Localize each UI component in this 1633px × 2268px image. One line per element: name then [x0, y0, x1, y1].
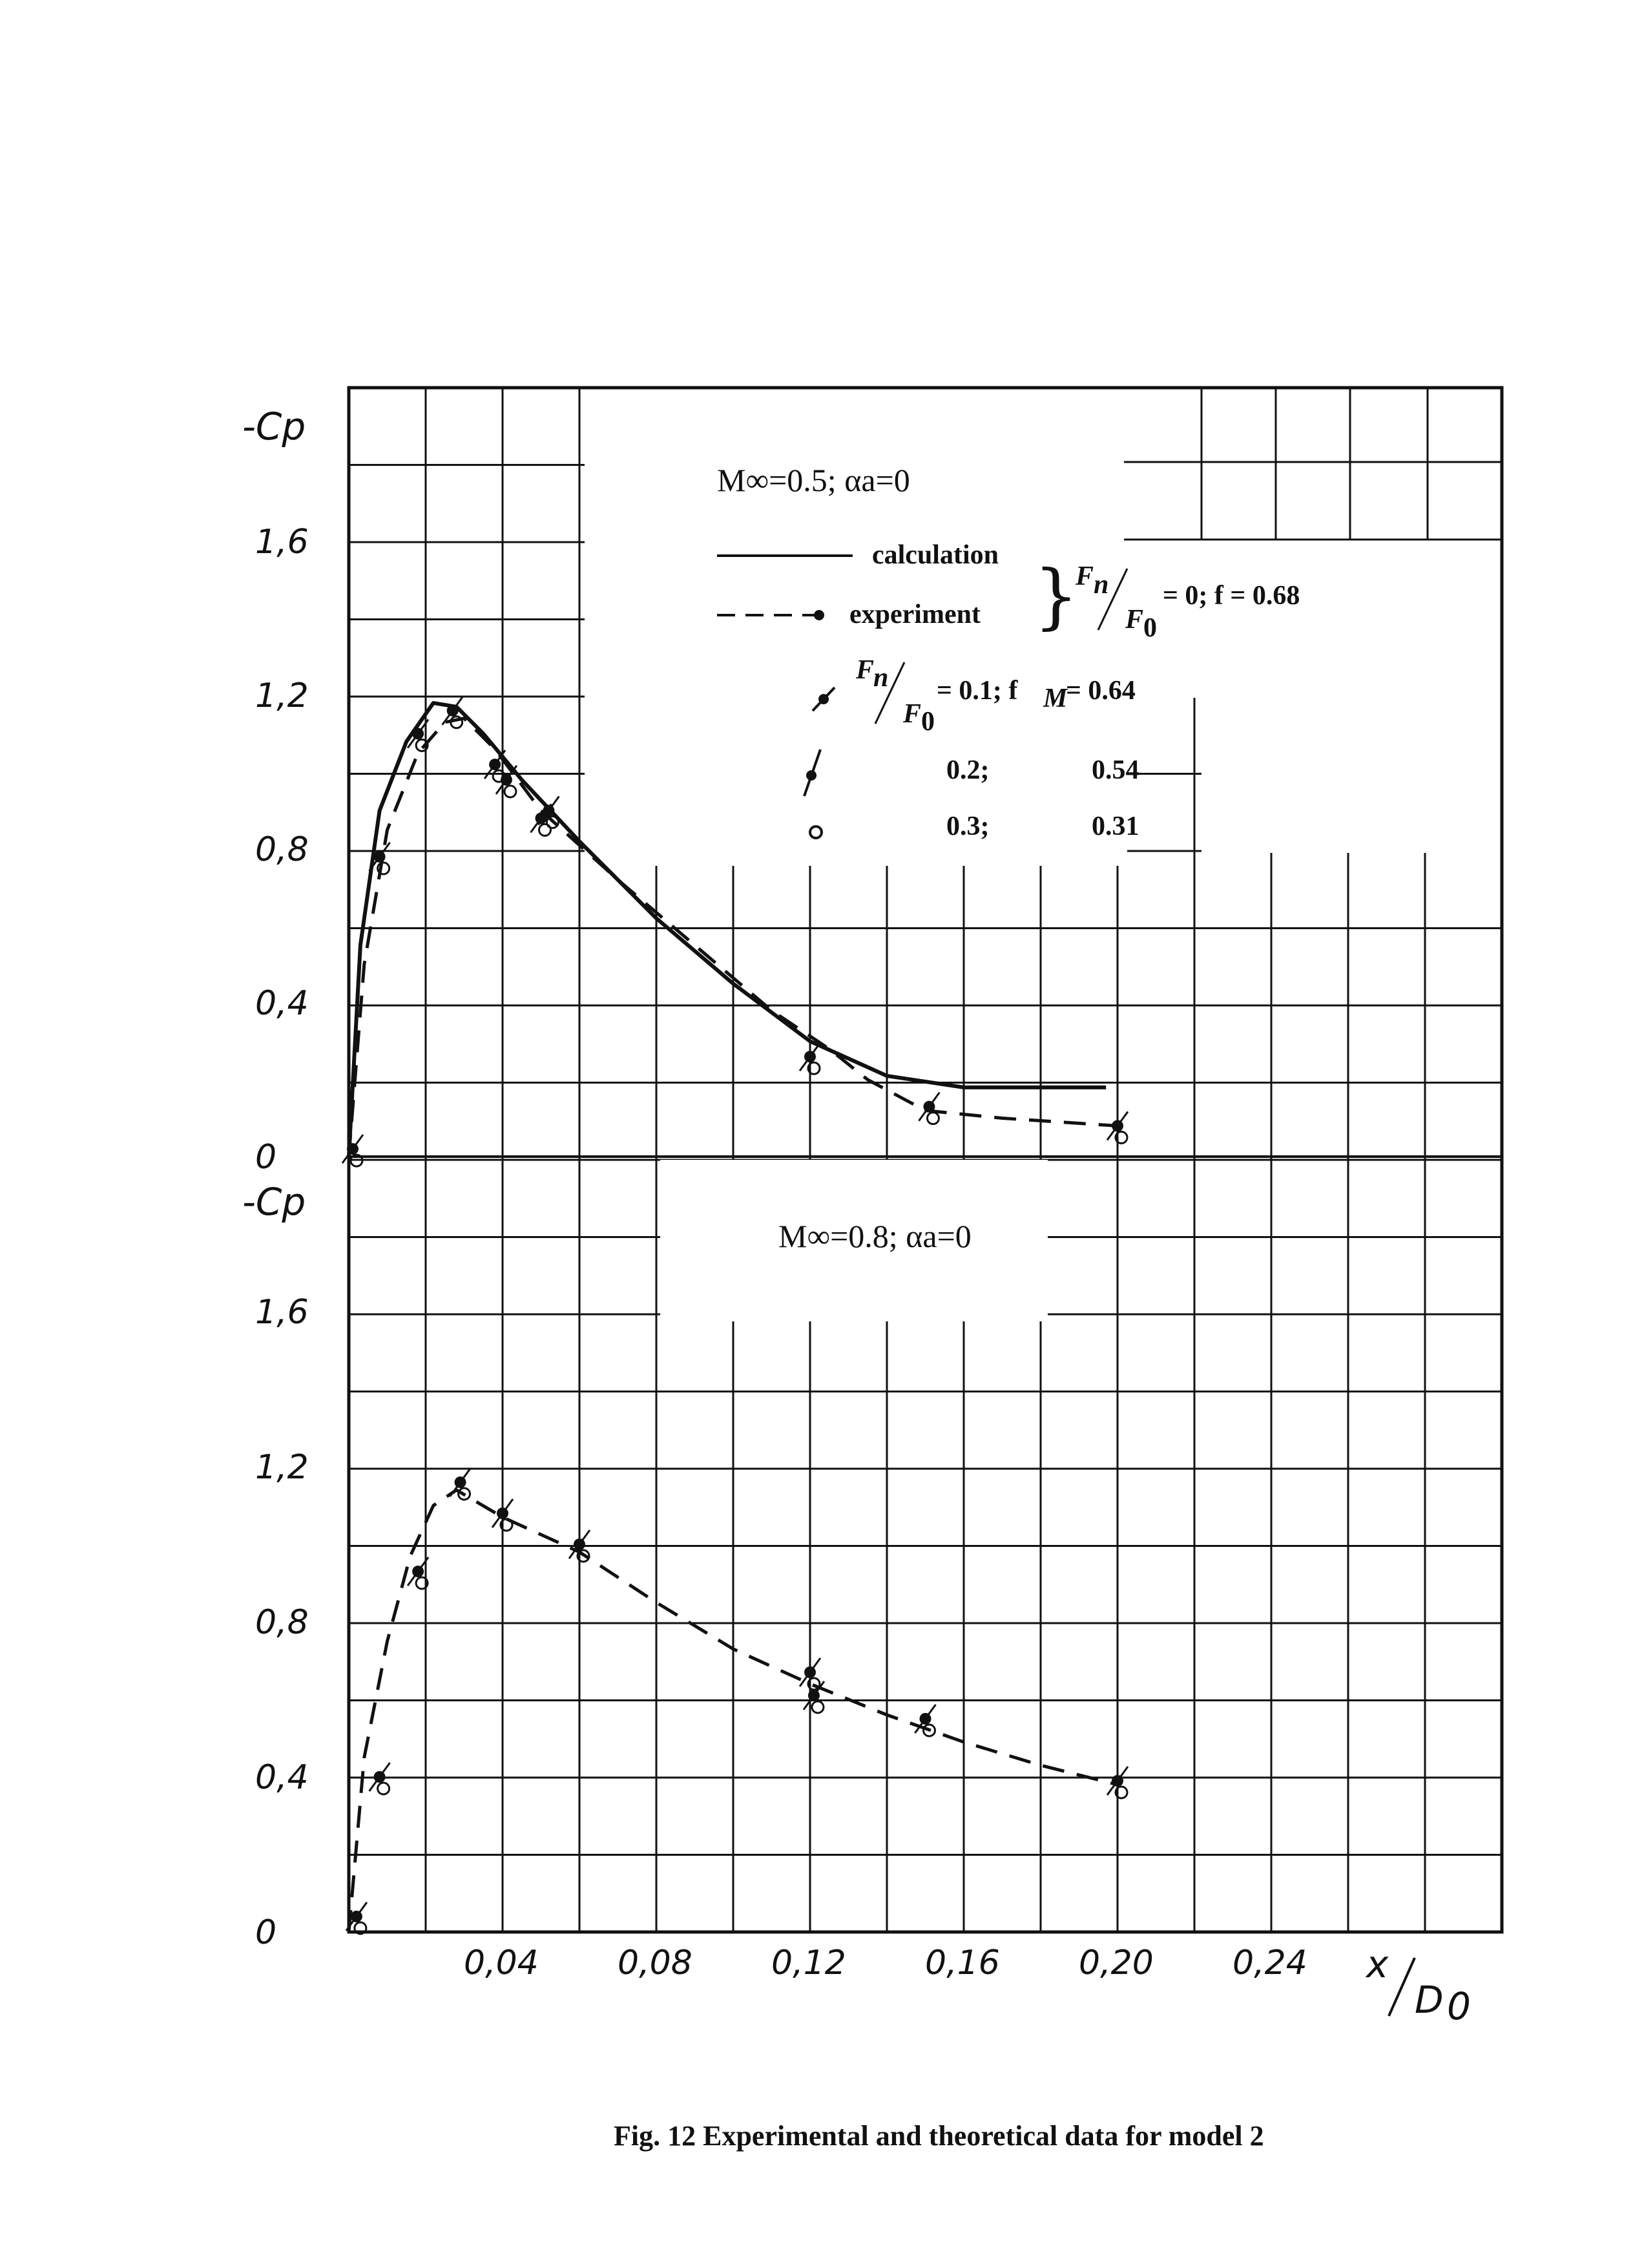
legend-row1-fn-sub: n — [873, 663, 889, 693]
legend-row2-marker — [806, 770, 816, 781]
legend-fn: F — [1076, 562, 1094, 591]
legend-calc-label: calculation — [872, 540, 999, 570]
legend-row3-ratio: 0.3; — [946, 812, 990, 841]
lower-y-tick-label: 0,8 — [255, 1603, 309, 1642]
upper-y-axis-title: -Cp — [242, 404, 306, 448]
lower-y-axis — [242, 1180, 306, 1224]
upper-panel-title: M∞=0.5; αa=0 — [717, 462, 910, 498]
upper-y-tick-label: 0 — [255, 1138, 277, 1177]
x-tick-label: 0,20 — [1079, 1944, 1154, 1982]
x-tick-label: 0,16 — [925, 1944, 1000, 1982]
legend-f0: F — [1125, 605, 1144, 635]
lower-y-tick-label: 0,4 — [255, 1758, 309, 1797]
lower-y-tick-label: 0 — [255, 1913, 277, 1952]
lower-marker-open — [812, 1701, 824, 1713]
empty-box-upper-right — [1201, 698, 1502, 853]
legend-row1-marker — [818, 694, 829, 704]
x-tick-label: 0,12 — [771, 1944, 846, 1982]
x-axis-title-d: D — [1415, 1978, 1444, 2022]
lower-panel-title: M∞=0.8; αa=0 — [778, 1218, 972, 1254]
x-tick-label: 0,24 — [1233, 1944, 1307, 1982]
lower-marker-open — [378, 1783, 390, 1794]
legend-row3-fval: 0.31 — [1092, 812, 1139, 841]
figure-caption: Fig. 12 Experimental and theoretical data for model 2 — [614, 2120, 1264, 2152]
x-axis-title-slash — [1389, 1958, 1415, 2016]
lower-y-tick-label: 1,2 — [255, 1448, 309, 1487]
upper-y-tick-label: 1,6 — [255, 523, 309, 562]
legend-box-right — [1127, 388, 1502, 698]
lower-y-axis-title: -Cp — [242, 1180, 306, 1224]
upper-marker-stroke — [919, 1093, 939, 1121]
legend-row1-fn: F — [856, 655, 875, 685]
x-tick-label: 0,08 — [618, 1944, 692, 1982]
legend-fn-sub: n — [1094, 570, 1109, 600]
legend-row1-f0-sub: 0 — [921, 707, 935, 737]
x-axis-title — [1365, 1942, 1471, 2028]
upper-y-ticks — [255, 523, 309, 1177]
legend-brace: } — [1034, 554, 1079, 637]
upper-y-tick-label: 0,8 — [255, 830, 309, 869]
legend-base-ratio: = 0; f = 0.68 — [1163, 581, 1300, 611]
legend-row1-fval: = 0.64 — [1066, 676, 1136, 706]
legend-row1-fsub: M — [1043, 684, 1068, 713]
x-tick-label: 0,04 — [464, 1944, 539, 1982]
upper-marker-open — [927, 1113, 939, 1124]
legend-exp-label: experiment — [849, 600, 981, 629]
legend-row2-fval: 0.54 — [1092, 755, 1139, 785]
legend-f0-sub: 0 — [1143, 613, 1157, 643]
legend-row1-ratio: = 0.1; f — [937, 676, 1018, 706]
upper-y-tick-label: 0,4 — [255, 984, 309, 1023]
legend-row1-f0: F — [903, 699, 922, 729]
x-axis-title-d-index: 0 — [1447, 1984, 1471, 2028]
lower-y-tick-label: 1,6 — [255, 1293, 309, 1332]
x-axis-title-x: x — [1366, 1942, 1389, 1986]
upper-marker-open — [504, 786, 516, 797]
upper-y-axis — [242, 404, 306, 448]
lower-y-ticks — [255, 1293, 309, 1952]
legend-exp-marker — [814, 610, 824, 620]
upper-y-tick-label: 1,2 — [255, 677, 309, 715]
x-ticks — [464, 1944, 1307, 1982]
legend-row2-ratio: 0.2; — [946, 755, 990, 785]
